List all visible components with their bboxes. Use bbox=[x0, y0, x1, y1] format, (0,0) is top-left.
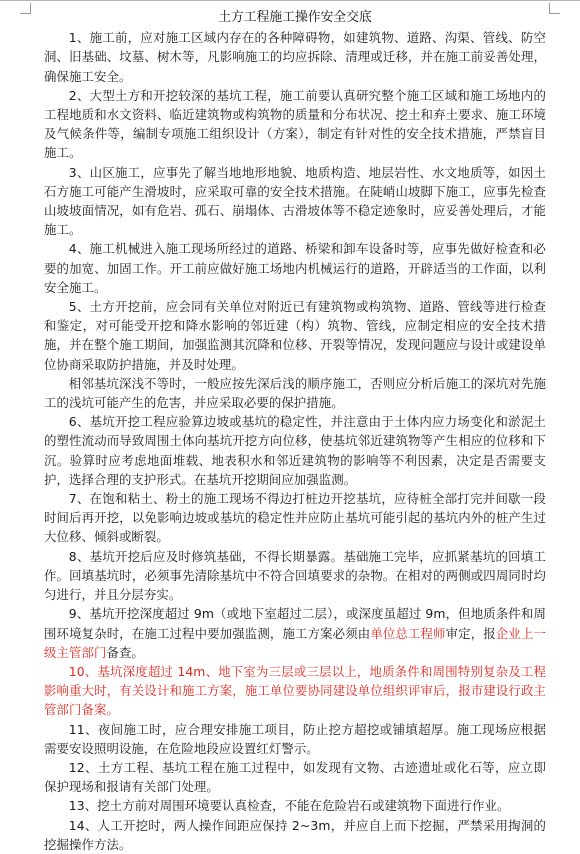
paragraph-9 bbox=[44, 604, 546, 662]
paragraph-9-run-1: 9、基坑开挖深度超过 9m（或地下室超过二层），或深度虽超过 9m，但地质条件和周围环境复杂时，在施工过程中要加强监测，施工方案必须由 bbox=[44, 606, 546, 641]
paragraph-6: 6、基坑开挖工程应验算边坡或基坑的稳定性，并注意由于土体内应力场变化和淤泥土的塑性流动而导致周围土体向基坑开挖方向位移，使基坑邻近建筑物等产生相应的位移和下沉。验算时应考虑地面堆载、地表积水和邻近建筑物的影响等不利因素，决定是否需要支护，选择合理的支护形式。在基坑开挖期间应加强监测。 bbox=[44, 414, 546, 487]
paragraph-5-note: 相邻基坑深浅不等时，一般应按先深后浅的顺序施工，否则应分析后施工的深坑对先施工的浅坑可能产生的危害，并应采取必要的保护措施。 bbox=[44, 375, 546, 411]
page-corner-mark-top-left bbox=[20, 3, 31, 14]
paragraph-5: 5、土方开挖前，应会同有关单位对附近已有建筑物或构筑物、道路、管线等进行检查和鉴定，对可能受开挖和降水影响的邻近建（构）筑物、管线，应制定相应的安全技术措施，并在整个施工期间，加强监测其沉降和位移、开裂等情况，发现问题应与设计或建设单位协商采取防护措施，并及时处理。 bbox=[44, 299, 546, 372]
paragraph-11: 11、夜间施工时，应合理安排施工项目，防止挖方超挖或铺填超厚。施工现场应根据需要安设照明设施，在危险地段应设置红灯警示。 bbox=[44, 721, 546, 756]
page-corner-mark-top-right bbox=[549, 3, 560, 14]
paragraph-9-run-5: 备查。 bbox=[106, 644, 144, 660]
paragraph-7: 7、在饱和粘土、粉土的施工现场不得边打桩边开挖基坑，应待桩全部打完并间歇一段时间后再开挖，以免影响边坡或基坑的稳定性并应防止基坑可能引起的基坑内外的桩产生过大位移、倾斜或断裂。 bbox=[44, 491, 546, 545]
document-body bbox=[44, 8, 546, 854]
paragraph-3: 3、山区施工，应事先了解当地地形地貌、地质构造、地层岩性、水文地质等，如因土石方施工可能产生滑坡时，应采取可靠的安全技术措施。在陡峭山坡脚下施工，应事先检查山坡坡面情况，如有危岩、孤石、崩塌体、古滑坡体等不稳定迹象时，应妥善处理后，才能施工。 bbox=[44, 164, 546, 238]
document-title: 土方工程施工操作安全交底 bbox=[218, 10, 372, 25]
paragraph-9-highlight-chief-engineer: 单位总工程师 bbox=[370, 625, 446, 641]
paragraph-8: 8、基坑开挖后应及时修筑基础，不得长期暴露。基础施工完毕，应抓紧基坑的回填工作。回填基坑时，必须事先清除基坑中不符合回填要求的杂物。在相对的两侧或四周同时均匀进行，并且分层夯实。 bbox=[44, 548, 546, 603]
paragraph-9-highlight-authority: 企业上一级主管部门 bbox=[44, 625, 546, 660]
paragraph-9-run-3: 审定，报 bbox=[445, 625, 496, 641]
paragraph-4: 4、施工机械进入施工现场所经过的道路、桥梁和卸车设备时等，应事先做好检查和必要的加宽、加固工作。开工前应做好施工场地内机械运行的道路，开辟适当的工作面，以利安全施工。 bbox=[44, 241, 546, 295]
paragraph-10-highlighted: 10、基坑深度超过 14m、地下室为三层或三层以上，地质条件和周围特别复杂及工程影响重大时，有关设计和施工方案，施工单位要协同建设单位组织评审后，报市建设行政主管部门备案。 bbox=[44, 663, 546, 718]
paragraph-2: 2、大型土方和开挖较深的基坑工程，施工前要认真研究整个施工区域和施工场地内的工程地质和水文资料、临近建筑物或构筑物的质量和分布状况、挖土和弃土要求、施工环境及气候条件等，编制专项施工组织设计（方案），制定有针对性的安全技术措施，严禁盲目施工。 bbox=[44, 87, 546, 161]
paragraph-1: 1、施工前，应对施工区域内存在的各种障碍物，如建筑物、道路、沟渠、管线、防空洞、旧基础、坟墓、树木等，凡影响施工的均应拆除、清理或迁移，并在施工前妥善处理，确保施工安全。 bbox=[44, 30, 546, 84]
paragraph-13: 13、挖土方前对周围环境要认真检查，不能在危险岩石或建筑物下面进行作业。 bbox=[68, 798, 510, 814]
paragraph-14: 14、人工开挖时，两人操作间距应保持 2~3m，并应自上而下挖掘，严禁采用掏洞的挖掘操作方法。 bbox=[44, 817, 546, 852]
paragraph-12: 12、土方工程、基坑工程在施工过程中，如发现有文物、古迹遗址或化石等，应立即保护现场和报请有关部门处理。 bbox=[44, 759, 546, 795]
